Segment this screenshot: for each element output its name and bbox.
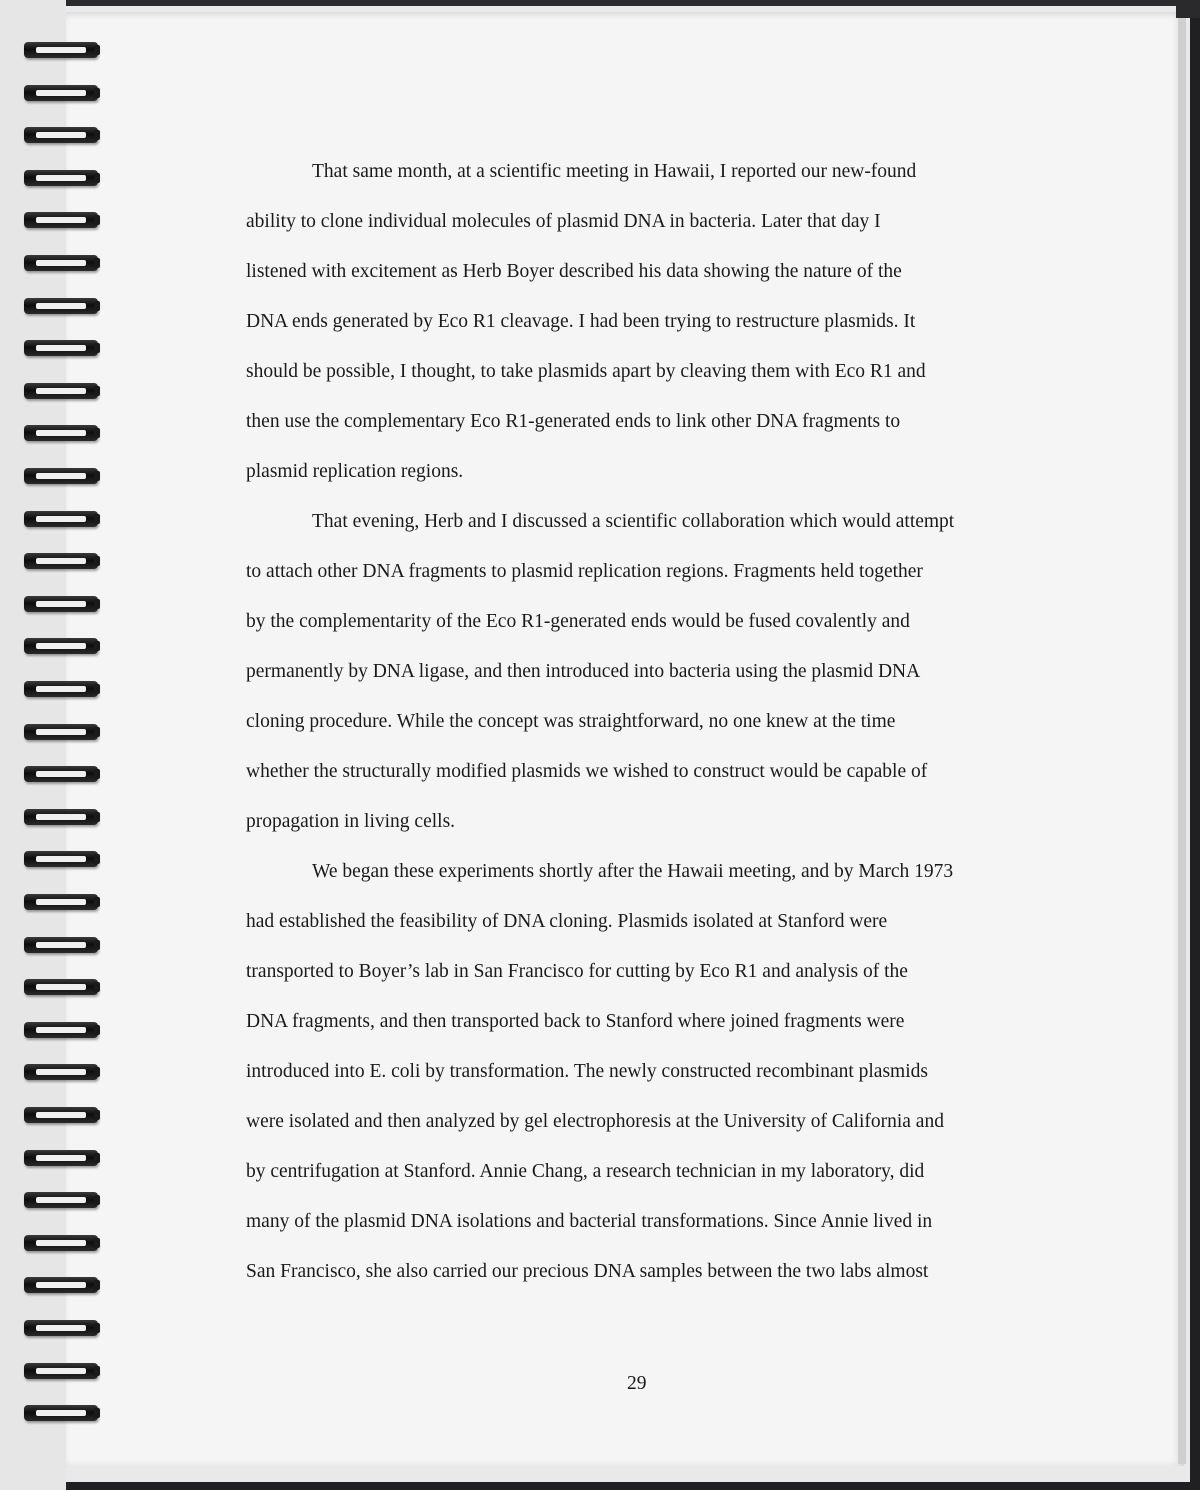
spiral-binding-icon	[24, 1363, 104, 1383]
paragraph-1-line-5: should be possible, I thought, to take plasmids apart by cleaving them with Eco R1 and	[246, 361, 926, 382]
paragraph-3-line-4: DNA fragments, and then transported back to Stanford where joined fragments were	[246, 1011, 905, 1032]
scan-background-corner	[1176, 0, 1200, 18]
paragraph-1-line-7: plasmid replication regions.	[246, 461, 464, 482]
spiral-binding-icon	[24, 851, 104, 871]
spiral-binding-icon	[24, 1064, 104, 1084]
spiral-binding-icon	[24, 1107, 104, 1127]
spiral-binding-icon	[24, 937, 104, 957]
paragraph-3-line-7: by centrifugation at Stanford. Annie Chang, a research technician in my laboratory, did	[246, 1161, 925, 1182]
paragraph-3-line-8: many of the plasmid DNA isolations and bacterial transformations. Since Annie lived in	[246, 1211, 933, 1232]
paragraph-3-line-6: were isolated and then analyzed by gel electrophoresis at the University of California and	[246, 1111, 944, 1132]
spiral-binding-icon	[24, 1320, 104, 1340]
paragraph-1-line-4: DNA ends generated by Eco R1 cleavage. I had been trying to restructure plasmids. It	[246, 311, 916, 332]
paragraph-1-line-6: then use the complementary Eco R1-generated ends to link other DNA fragments to	[246, 411, 901, 432]
spiral-binding-icon	[24, 1192, 104, 1212]
paragraph-2-line-5: cloning procedure. While the concept was straightforward, no one knew at the time	[246, 711, 896, 732]
paragraph-3-line-5: introduced into E. coli by transformation. The newly constructed recombinant plasmids	[246, 1061, 928, 1082]
paragraph-2-line-6: whether the structurally modified plasmids we wished to construct would be capable of	[246, 761, 928, 782]
spiral-binding-icon	[24, 425, 104, 445]
spiral-binding-icon	[24, 1405, 104, 1425]
paragraph-2-line-3: by the complementarity of the Eco R1-generated ends would be fused covalently and	[246, 611, 910, 632]
spiral-binding-icon	[24, 468, 104, 488]
paragraph-3-line-1: We began these experiments shortly after the Hawaii meeting, and by March 1973	[312, 861, 954, 882]
spiral-binding-icon	[24, 724, 104, 744]
paragraph-1-line-3: listened with excitement as Herb Boyer described his data showing the nature of the	[246, 261, 902, 282]
spiral-binding-icon	[24, 596, 104, 616]
paragraph-1-line-2: ability to clone individual molecules of plasmid DNA in bacteria. Later that day I	[246, 211, 881, 232]
paragraph-3-line-3: transported to Boyer’s lab in San Francisco for cutting by Eco R1 and analysis of the	[246, 961, 908, 982]
spiral-binding-icon	[24, 638, 104, 658]
spiral-binding-icon	[24, 553, 104, 573]
spiral-binding-icon	[24, 766, 104, 786]
spiral-binding-icon	[24, 1150, 104, 1170]
spiral-binding-icon	[24, 809, 104, 829]
paragraph-2-line-1: That evening, Herb and I discussed a scientific collaboration which would attempt	[312, 511, 955, 532]
spiral-binding-icon	[24, 1022, 104, 1042]
spiral-binding-icon	[24, 212, 104, 232]
page-edge	[1178, 14, 1186, 1464]
paragraph-2-line-4: permanently by DNA ligase, and then introduced into bacteria using the plasmid DNA	[246, 661, 921, 682]
spiral-binding-icon	[24, 85, 104, 105]
spiral-binding-icon	[24, 511, 104, 531]
paragraph-2-line-2: to attach other DNA fragments to plasmid replication regions. Fragments held together	[246, 561, 923, 582]
paragraph-1-line-1: That same month, at a scientific meeting in Hawaii, I reported our new-found	[312, 161, 917, 182]
spiral-binding-icon	[24, 383, 104, 403]
spiral-binding-icon	[24, 170, 104, 190]
paragraph-2-line-7: propagation in living cells.	[246, 811, 456, 832]
spiral-binding-icon	[24, 979, 104, 999]
body-text	[246, 147, 1046, 1297]
spiral-binding-icon	[24, 42, 104, 62]
spiral-binding-icon	[24, 340, 104, 360]
spiral-binding-icon	[24, 298, 104, 318]
paragraph-3-line-2: had established the feasibility of DNA cloning. Plasmids isolated at Stanford were	[246, 911, 888, 932]
page-number: 29	[627, 1373, 647, 1394]
spiral-binding-icon	[24, 681, 104, 701]
spiral-binding-icon	[24, 255, 104, 275]
paragraph-3-line-9: San Francisco, she also carried our precious DNA samples between the two labs almost	[246, 1261, 929, 1282]
spiral-binding-icon	[24, 1277, 104, 1297]
spiral-binding-icon	[24, 1235, 104, 1255]
spiral-binding-icon	[24, 894, 104, 914]
spiral-binding-icon	[24, 127, 104, 147]
